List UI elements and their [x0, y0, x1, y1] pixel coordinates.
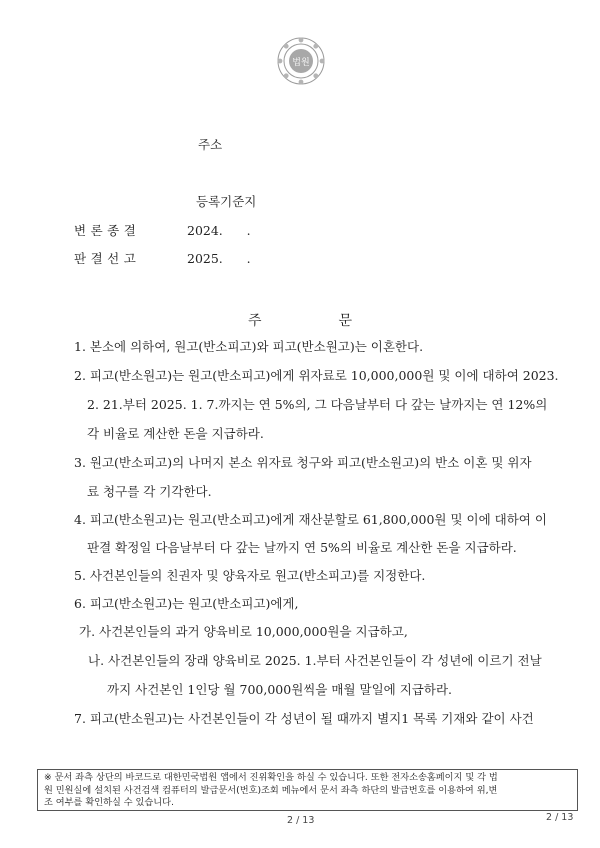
registration-label: 등록기준지	[196, 194, 257, 209]
body-line: 5. 사건본인들의 친권자 및 양육자로 원고(반소피고)를 지정한다.	[74, 568, 426, 583]
closing-value: 2024. .	[187, 223, 251, 238]
body-line: 료 청구를 각 기각한다.	[87, 484, 212, 499]
notice-line: 원 민원실에 설치된 사건검색 컴퓨터의 발급문서(번호)조회 메뉴에서 문서 좌측 하단의 발급번호를 이용하여 위,변	[44, 784, 498, 796]
body-line: 까지 사건본인 1인당 월 700,000원씩을 매월 말일에 지급하라.	[107, 682, 453, 697]
body-line: 판결 확정일 다음날부터 다 갚는 날까지 연 5%의 비율로 계산한 돈을 지급하라.	[87, 540, 517, 555]
body-line: 1. 본소에 의하여, 원고(반소피고)와 피고(반소원고)는 이혼한다.	[74, 339, 424, 354]
body-line: 3. 원고(반소피고)의 나머지 본소 위자료 청구와 피고(반소원고)의 반소 이혼 및 위자	[74, 455, 532, 470]
closing-label: 변론종결	[74, 223, 141, 238]
order-title-left: 주	[248, 313, 262, 329]
order-title	[0, 310, 600, 330]
body-line: 6. 피고(반소원고)는 원고(반소피고)에게,	[74, 596, 299, 611]
body-line: 각 비율로 계산한 돈을 지급하라.	[87, 426, 264, 441]
page-number-right: 2 / 13	[546, 812, 574, 823]
body-line: 7. 피고(반소원고)는 사건본인들이 각 성년이 될 때까지 별지1 목록 기재와 같이 사건	[74, 711, 534, 726]
page-number-center: 2 / 13	[287, 815, 315, 826]
body-line: 나. 사건본인들의 장래 양육비로 2025. 1.부터 사건본인들이 각 성년에 이르기 전날	[88, 653, 542, 668]
court-seal-icon	[276, 36, 326, 86]
body-line: 가. 사건본인들의 과거 양육비로 10,000,000원을 지급하고,	[79, 624, 408, 639]
court-seal-text: 법원	[292, 58, 310, 68]
notice-line: 조 여부를 확인하실 수 있습니다.	[44, 797, 174, 808]
verification-notice	[37, 769, 578, 811]
body-line: 2. 피고(반소원고)는 원고(반소피고)에게 위자료로 10,000,000원 및 이에 대하여 2023.	[74, 368, 559, 383]
address-label: 주소	[198, 137, 223, 152]
judgment-label: 판결선고	[74, 251, 141, 266]
notice-line: ※ 문서 좌측 상단의 바코드로 대한민국법원 앱에서 진위확인을 하실 수 있습니다. 또한 전자소송홈페이지 및 각 법	[44, 772, 498, 783]
body-line: 2. 21.부터 2025. 1. 7.까지는 연 5%의, 그 다음날부터 다 갚는 날까지는 연 12%의	[87, 397, 548, 412]
body-line: 4. 피고(반소원고)는 원고(반소피고)에게 재산분할로 61,800,000원 및 이에 대하여 이	[74, 512, 547, 527]
judgment-value: 2025. .	[187, 251, 251, 266]
order-title-right: 문	[338, 313, 352, 329]
